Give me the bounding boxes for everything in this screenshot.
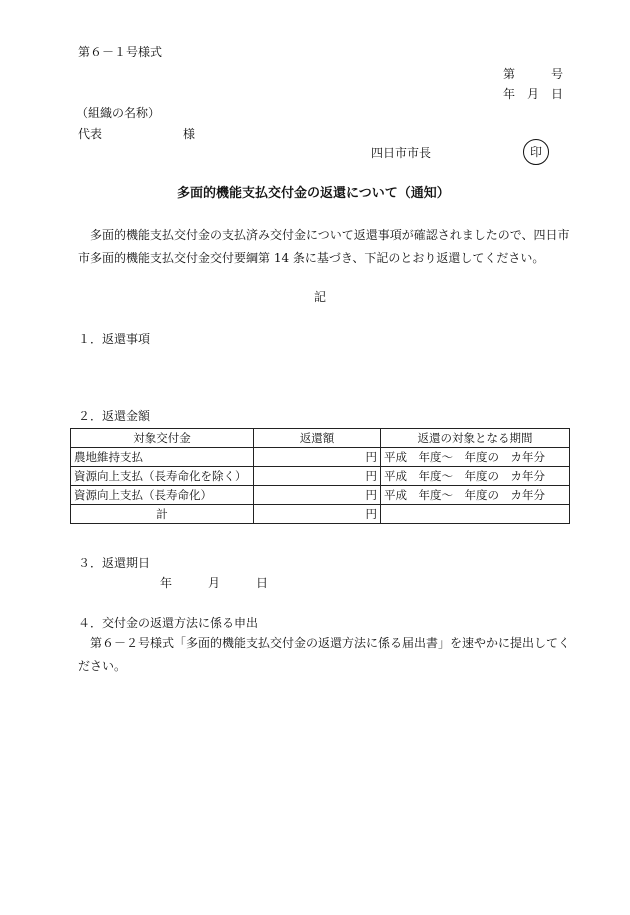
row-subsidy-name: 資源向上支払（長寿命化を除く） — [71, 467, 254, 486]
row-period: 平成 年度～ 年度の カ年分 — [381, 467, 570, 486]
row-amount: 円 — [254, 486, 381, 505]
body-line-1: 多面的機能支払交付金の支払済み交付金について返還事項が確認されましたので、四日市 — [78, 228, 570, 242]
section2-heading: ２．返還金額 — [78, 409, 151, 423]
table-row — [71, 467, 570, 486]
refund-due-date: 年 月 日 — [160, 576, 269, 590]
column-header-amount: 返還額 — [254, 429, 381, 448]
document-date: 年 月 日 — [503, 87, 564, 101]
sender-name: 四日市市長 — [371, 146, 432, 160]
refund-amount-table — [70, 428, 570, 524]
section4-line-1: 第６－２号様式「多面的機能支払交付金の返還方法に係る届出書」を速やかに提出してく — [78, 636, 571, 650]
row-amount: 円 — [254, 448, 381, 467]
table-row — [71, 448, 570, 467]
row-amount: 円 — [254, 467, 381, 486]
body-paragraph — [78, 224, 570, 270]
document-title: 多面的機能支払交付金の返還について（通知） — [177, 186, 450, 201]
column-header-subsidy: 対象交付金 — [71, 429, 254, 448]
organization-name: （組織の名称） — [76, 106, 161, 120]
column-header-period: 返還の対象となる期間 — [381, 429, 570, 448]
section4-heading: ４．交付金の返還方法に係る申出 — [78, 616, 259, 630]
recipient-label: 代表 — [78, 127, 103, 141]
document-number: 第 号 — [503, 67, 564, 81]
ki-label: 記 — [314, 290, 327, 304]
form-number: 第６－１号様式 — [78, 45, 163, 59]
section4-paragraph — [78, 632, 570, 678]
recipient-honorific: 様 — [183, 127, 196, 141]
table-header-row — [71, 429, 570, 448]
total-amount: 円 — [254, 505, 381, 524]
table-row — [71, 486, 570, 505]
total-label: 計 — [71, 505, 254, 524]
section4-line-2: ださい。 — [78, 659, 127, 673]
row-period: 平成 年度～ 年度の カ年分 — [381, 448, 570, 467]
total-period — [381, 505, 570, 524]
seal-mark: 印 — [523, 139, 549, 165]
body-line-2: 市多面的機能支払交付金交付要綱第 14 条に基づき、下記のとおり返還してください。 — [78, 251, 545, 265]
table-total-row — [71, 505, 570, 524]
row-period: 平成 年度～ 年度の カ年分 — [381, 486, 570, 505]
section1-heading: １．返還事項 — [78, 332, 151, 346]
row-subsidy-name: 資源向上支払（長寿命化） — [71, 486, 254, 505]
row-subsidy-name: 農地維持支払 — [71, 448, 254, 467]
section3-heading: ３．返還期日 — [78, 556, 151, 570]
